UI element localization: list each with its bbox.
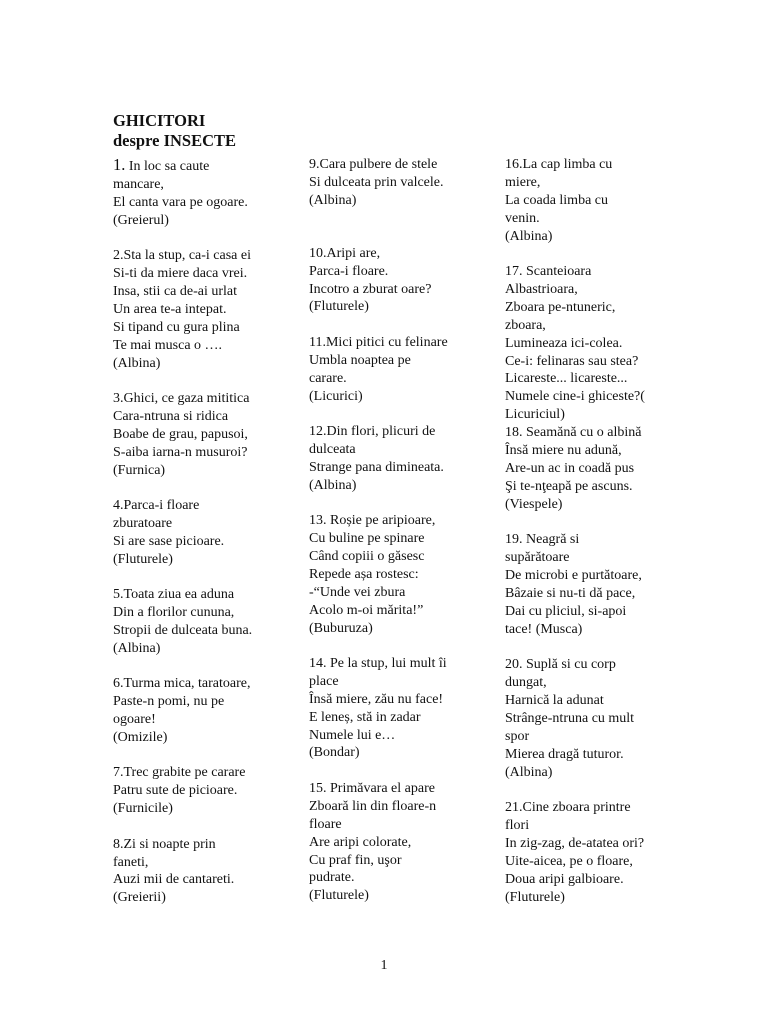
riddle-line: dungat, [505, 675, 547, 691]
riddle-line: (Furnica) [113, 462, 166, 478]
riddle-line: zburatoare [113, 515, 173, 531]
riddle-line: Are aripi colorate, [309, 834, 412, 850]
title-line-1: GHICITORI [113, 111, 206, 130]
riddle-line: 5.Toata ziua ea aduna [113, 587, 235, 603]
riddle-line: Stropii de dulceata buna. [113, 622, 253, 638]
riddle-line: Cu praf fin, uşor [309, 852, 402, 868]
riddle-line: venin. [505, 210, 540, 226]
title-line-2: despre INSECTE [113, 131, 237, 150]
riddle-line: Si tipand cu gura plina [113, 319, 240, 335]
riddle-line: Doua aripi galbioare. [505, 871, 624, 887]
riddle-block [309, 334, 494, 406]
riddle-line: 12.Din flori, plicuri de [309, 423, 436, 439]
riddle-line: miere, [505, 174, 541, 190]
riddle-line: (Licurici) [309, 388, 363, 404]
riddle-line: Când copiii o găsesc [309, 548, 425, 564]
riddle-line: place [309, 673, 339, 689]
riddle-line: supărătoare [505, 550, 570, 566]
riddle-block [113, 675, 298, 747]
riddle-line: Acolo m-oi mărita!” [309, 602, 424, 618]
riddle-line: (Fluturele) [309, 888, 369, 904]
riddle-line: El canta vara pe ogoare. [113, 194, 248, 210]
riddle-line: (Albina) [309, 477, 357, 493]
riddle-line: zboara, [505, 317, 546, 333]
riddle-line: Te mai musca o …. [113, 337, 223, 353]
riddle-block [505, 799, 690, 906]
riddle-line: 18. Seamănă cu o albină [505, 425, 642, 441]
riddle-line: Si dulceata prin valcele. [309, 174, 444, 190]
riddle-line: Incotro a zburat oare? [309, 281, 432, 297]
riddle-line: Strânge-ntruna cu mult [505, 710, 635, 726]
riddle-line: 4.Parca-i floare [113, 498, 200, 513]
riddle-line: carare. [309, 370, 347, 386]
riddle-line: Numele lui e… [309, 727, 396, 743]
riddle-line: 11.Mici pitici cu felinare [309, 334, 448, 350]
riddle-line: Însă miere nu adună, [505, 443, 622, 459]
document-title [113, 111, 236, 151]
riddle-block [309, 156, 494, 210]
riddle-line: flori [505, 817, 530, 833]
riddle-line: Cara-ntruna si ridica [113, 408, 229, 424]
riddle-block [113, 586, 298, 658]
riddle-line: Auzi mii de cantareti. [113, 872, 235, 888]
riddle-line: (Omizile) [113, 729, 168, 745]
riddle-line: Paste-n pomi, nu pe [113, 694, 225, 710]
riddle-number: 1. [113, 155, 126, 174]
riddle-block [113, 764, 298, 818]
riddle-block [505, 531, 690, 638]
riddle-line: Şi te-nţeapă pe ascuns. [505, 478, 633, 494]
riddle-line: 10.Aripi are, [309, 245, 381, 261]
riddle-line: Licuriciul) [505, 407, 565, 423]
riddle-block [113, 497, 298, 569]
riddle-line: (Greierii) [113, 890, 166, 906]
riddle-line: (Viespele) [505, 496, 563, 512]
riddle-column-3 [505, 156, 690, 924]
riddle-line: Repede așa rostesc: [309, 566, 419, 582]
riddle-line: S-aiba iarna-n musuroi? [113, 444, 248, 460]
riddle-line: 20. Suplă si cu corp [505, 657, 616, 673]
riddle-line: E leneș, stă in zadar [309, 709, 421, 725]
riddle-line: Lumineaza ici-colea. [505, 335, 623, 351]
riddle-line: -“Unde vei zbura [309, 584, 406, 600]
riddle-line: (Albina) [113, 355, 161, 371]
riddle-line: Parca-i floare. [309, 263, 389, 279]
riddle-line: 8.Zi si noapte prin [113, 836, 216, 852]
riddle-block [113, 247, 298, 372]
riddle-line: (Albina) [505, 228, 553, 244]
riddle-line: Patru sute de picioare. [113, 783, 238, 799]
riddle-line: Licareste... licareste... [505, 371, 628, 387]
riddle-line: (Albina) [309, 192, 357, 208]
riddle-line: Strange pana dimineata. [309, 459, 444, 475]
riddle-line: 2.Sta la stup, ca-i casa ei [113, 248, 252, 264]
riddle-line: Harnică la adunat [505, 692, 604, 708]
riddle-block [505, 656, 690, 781]
riddle-line: (Fluturele) [505, 889, 565, 905]
riddle-line: 6.Turma mica, taratoare, [113, 676, 251, 692]
riddle-line: 19. Neagră si [505, 532, 580, 548]
riddle-line: Din a florilor cununa, [113, 605, 235, 621]
riddle-line: De microbi e purtătoare, [505, 568, 642, 584]
riddle-line: 15. Primăvara el apare [309, 780, 435, 796]
riddle-line: Un area te-a intepat. [113, 301, 227, 317]
riddle-line: Ce-i: felinaras sau stea? [505, 353, 639, 369]
riddle-line: Mierea dragă tuturor. [505, 746, 624, 762]
riddle-line: (Albina) [505, 764, 553, 780]
riddle-block [505, 156, 690, 246]
riddle-line: La coada limba cu [505, 192, 609, 208]
riddle-line: 21.Cine zboara printre [505, 800, 631, 815]
riddle-block [309, 512, 494, 637]
riddle-line: Si-ti da miere daca vrei. [113, 266, 248, 282]
riddle-block [113, 836, 298, 908]
riddle-line: ogoare! [113, 712, 156, 728]
riddle-line: 3.Ghici, ce gaza mititica [113, 390, 250, 406]
riddle-line: (Albina) [113, 640, 161, 656]
page-number: 1 [380, 958, 388, 973]
riddle-line: dulceata [309, 441, 356, 457]
riddle-line: tace! (Musca) [505, 621, 583, 637]
riddle-block [309, 780, 494, 905]
riddle-line: Cu buline pe spinare [309, 531, 425, 546]
riddle-column-2 [309, 156, 494, 923]
riddle-line: In zig-zag, de-atatea ori? [505, 835, 645, 851]
riddle-line: 1. In loc sa caute [113, 155, 210, 174]
riddle-line: (Fluturele) [309, 299, 369, 315]
riddle-line: Dai cu pliciul, si-apoi [505, 603, 627, 619]
riddle-block [309, 655, 494, 762]
riddle-line: faneti, [113, 854, 149, 870]
riddle-line: Însă miere, zău nu face! [309, 691, 444, 707]
riddle-line: Bâzaie si nu-ti dă pace, [505, 585, 636, 601]
riddle-line: Umbla noaptea pe [309, 352, 411, 368]
riddle-line: Numele cine-i ghiceste?( [505, 389, 645, 405]
riddle-line: (Fluturele) [113, 551, 173, 567]
riddle-line: Boabe de grau, papusoi, [113, 426, 248, 442]
riddle-line: (Furnicile) [113, 801, 173, 817]
riddle-line: floare [309, 816, 342, 832]
riddle-line: Zboară lin din floare-n [309, 798, 437, 814]
riddle-block [505, 263, 690, 514]
riddle-line: (Bondar) [309, 745, 360, 761]
riddle-line: mancare, [113, 176, 164, 192]
riddle-block [309, 245, 494, 317]
riddle-line: Uite-aicea, pe o floare, [505, 853, 633, 869]
riddle-line: Are-un ac in coadă pus [505, 461, 635, 476]
riddle-block [309, 423, 494, 495]
riddle-block [113, 390, 298, 480]
riddle-block [113, 156, 298, 230]
riddle-line: 9.Cara pulbere de stele [309, 157, 438, 172]
riddle-line: Zboara pe-ntuneric, [505, 299, 616, 315]
riddle-line: 16.La cap limba cu [505, 157, 613, 172]
riddle-column-1 [113, 156, 298, 925]
riddle-line: 17. Scanteioara [505, 264, 592, 280]
riddle-line: pudrate. [309, 870, 355, 886]
riddle-line: 13. Roșie pe aripioare, [309, 513, 436, 529]
riddle-line: spor [505, 728, 530, 744]
riddle-line: Si are sase picioare. [113, 533, 225, 549]
riddle-line: (Greierul) [113, 212, 169, 228]
riddle-line: Insa, stii ca de-ai urlat [113, 283, 238, 299]
riddle-line: (Buburuza) [309, 620, 373, 636]
riddle-line: 7.Trec grabite pe carare [113, 765, 246, 781]
riddle-line: 14. Pe la stup, lui mult îi [309, 655, 447, 671]
riddle-line: Albastrioara, [505, 281, 578, 297]
